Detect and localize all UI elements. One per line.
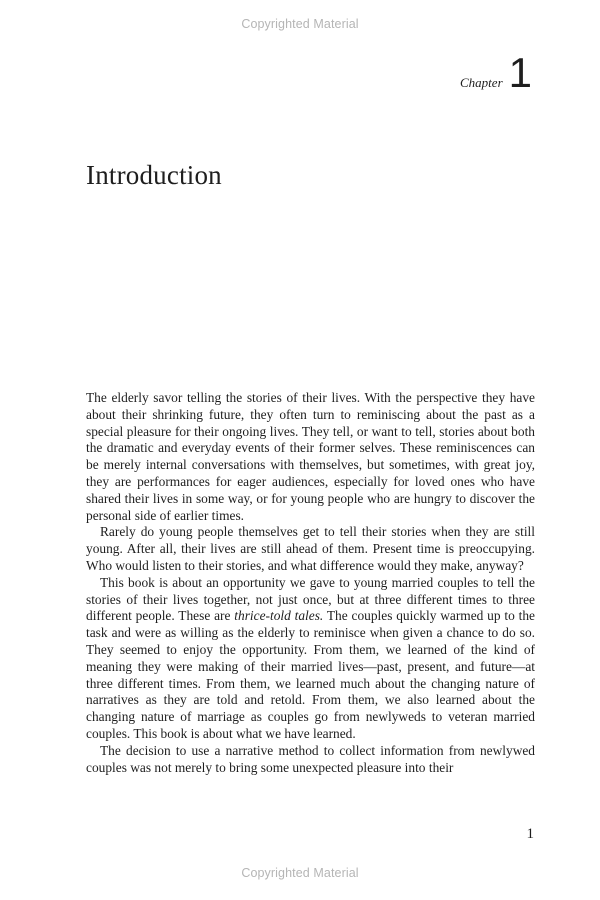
paragraph-4: The decision to use a narrative method to collect information from newlywed couples was not merely to bring some unexpected pleasure into their [86,742,535,775]
paragraph-2: Rarely do young people themselves get to tell their stories when they are still young. After all, their lives are still ahead of them. Present time is preoccupying. Who would listen to their stories, and what difference would they make, anyway? [86,524,535,573]
watermark-bottom: Copyrighted Material [241,866,359,880]
chapter-heading [460,49,532,96]
body-text [86,390,535,776]
chapter-title: Introduction [86,160,222,190]
chapter-label: Chapter [460,75,503,90]
page-number: 1 [526,826,534,842]
watermark-top: Copyrighted Material [241,17,359,31]
paragraph-3 [86,575,535,743]
paragraph-1: The elderly savor telling the stories of their lives. With the perspective they have about their shrinking future, they often turn to reminiscing about the past as a special pleasure for their ongoing lives. They tell, or want to tell, stories about both the dramatic and everyday events of their former selves. These reminiscences can be merely internal conversations with themselves, but sometimes, with great joy, they are performances for eager audiences, especially for loved ones who have shared their lives in some way, or for young people who are hungry to discover the personal side of earlier times. [86,390,535,523]
paragraph-3-start: This book is about an opportunity we gave to young married couples to tell the stories of their lives together, not just once, but at three different times to three different people. These are [86,574,535,624]
paragraph-3-end: The couples quickly warmed up to the task and were as willing as the elderly to reminisce when given a chance to do so. They seemed to enjoy the opportunity. From them, we learned of the kind of meaning they were making of their married lives—past, present, and future—at three different times. From them, we learned much about the changing nature of narratives as they are told and retold. From them, we also learned about the changing nature of marriage as couples go from newlyweds to veteran married couples. This book is about what we have learned. [86,608,535,741]
thrice-told-tales-emphasis: thrice-told tales. [234,608,324,624]
chapter-number: 1 [508,49,532,96]
